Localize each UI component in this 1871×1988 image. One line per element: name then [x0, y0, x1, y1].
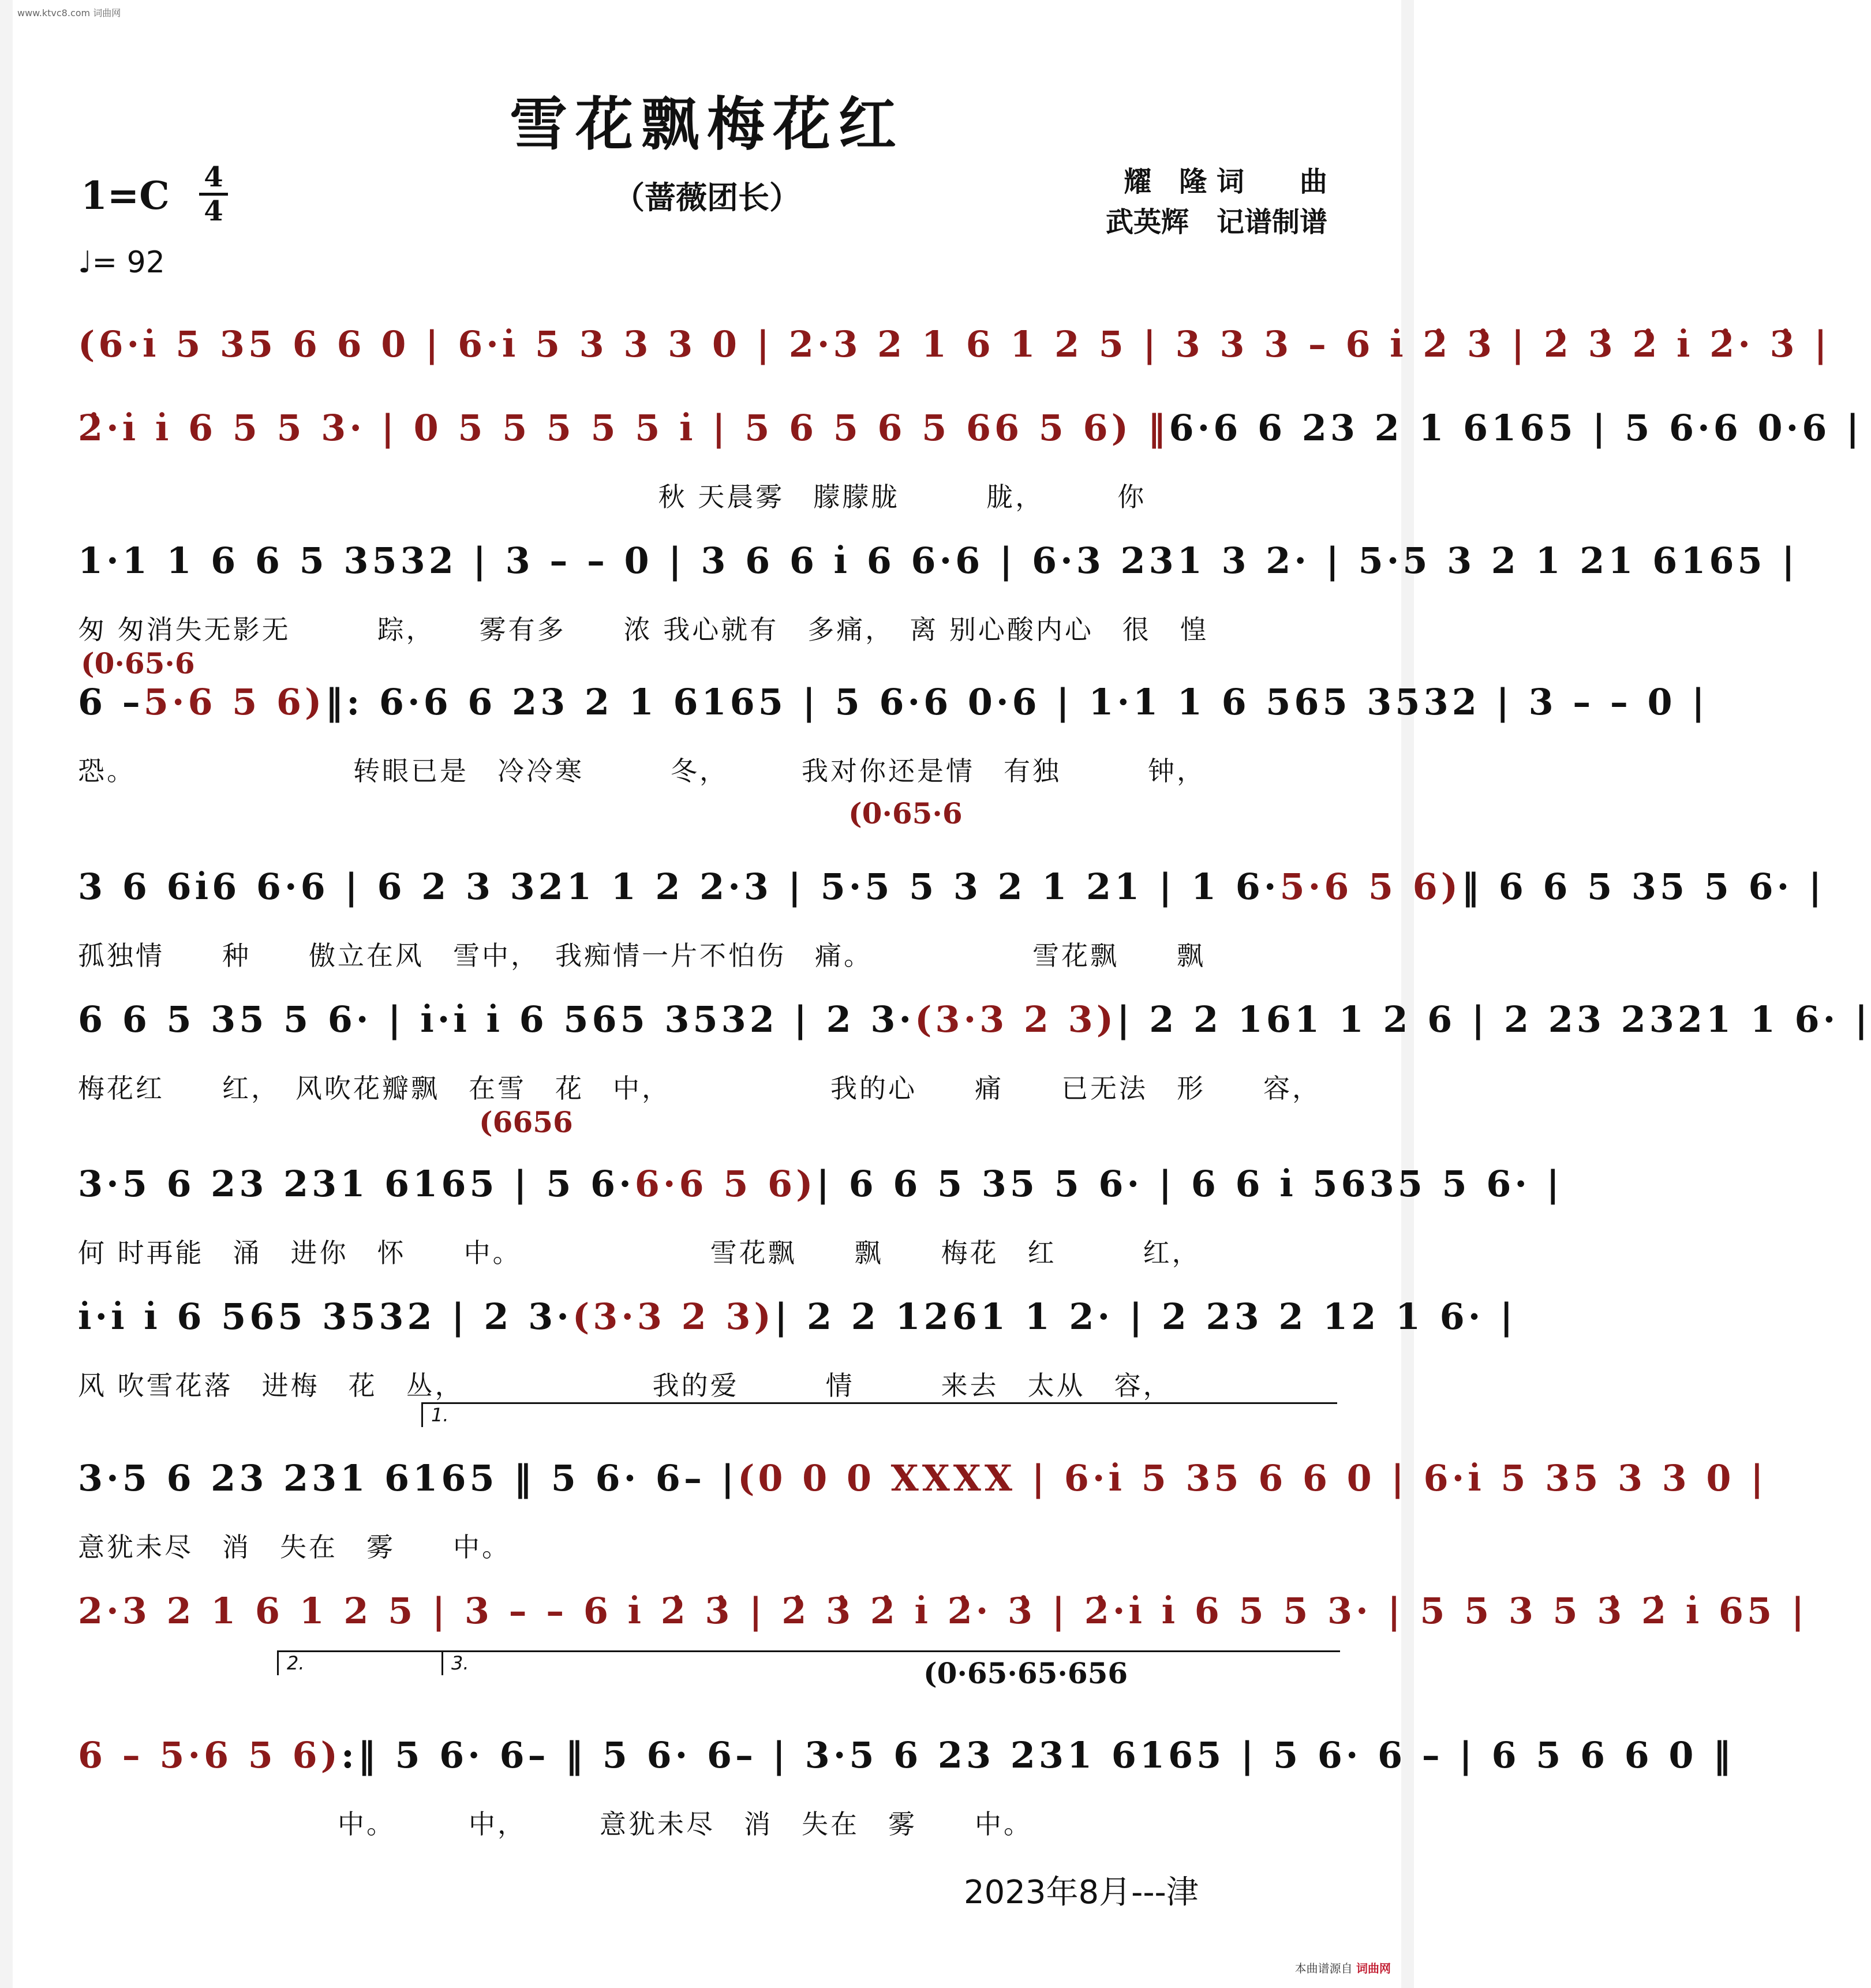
- date-signature: 2023年8月---津: [964, 1874, 1199, 1911]
- source-stamp-text: 本曲谱源自: [1294, 1961, 1353, 1975]
- staff-line-10: [78, 1590, 1808, 1632]
- site-header: www.ktvc8.com 词曲网: [17, 8, 121, 18]
- source-stamp: [1295, 1959, 1391, 1976]
- notes-segment: (6·i̇ 5 35 6 6 0 | 6·i̇ 5 3 3 3 0 | 2·3 2 1 6 1 2 5 | 3 3 3 – 6 i̇ 2̇ 3̇ | 2̇ 3̇ 2̇ i̇ 2̇· 3̇ |: [78, 323, 1831, 365]
- left-margin-strip: [0, 0, 13, 1988]
- grace-notes-3: (6656: [479, 1105, 573, 1139]
- lyric-line-4: 恐。 转眼已是 冷冷寒 冬， 我对你还是情 有独 钟，: [78, 755, 1206, 787]
- volta-2: 2.: [277, 1650, 443, 1675]
- notes-segment: (0 0 0 XXXX | 6·i̇ 5 35 6 6 0 | 6·i̇ 5 35 3 3 0 |: [738, 1457, 1767, 1499]
- grace-notes-1: (0·65·6: [81, 646, 195, 680]
- notes-segment: 6 6 5 35 5 6· | i̇·i̇ i̇ 6 565 3532 | 2 3·: [78, 998, 915, 1040]
- lyric-line-9: 意犹未尽 消 失在 雾 中。: [78, 1532, 511, 1563]
- notes-segment: | 6 6 5 35 5 6· | 6 6 i̇ 5635 5 6· |: [816, 1163, 1563, 1205]
- grace-notes-4: (0·65·65·656: [923, 1656, 1128, 1690]
- song-title: 雪花飘梅花红: [510, 90, 904, 158]
- credit-transcriber: 武英辉 记谱制谱: [1105, 206, 1327, 238]
- lyric-line-2: 秋 天晨雾 朦朦胧 胧， 你: [78, 481, 1147, 512]
- notes-segment: 6·6 5 6): [634, 1163, 817, 1205]
- meter-bottom: 4: [204, 195, 223, 227]
- staff-line-1: [78, 323, 1831, 365]
- right-margin-strip: [1401, 0, 1414, 1988]
- meter-top: 4: [204, 161, 223, 193]
- notes-segment: 5·6 5 6): [143, 681, 325, 723]
- lyric-line-3: 匆 匆消失无影无 踪， 雾有多 浓 我心就有 多痛， 离 别心酸内心 很 惶: [78, 614, 1209, 645]
- lyric-line-7: 何 时再能 涌 进你 怀 中。 雪花飘 飘 梅花 红 红，: [78, 1237, 1201, 1268]
- time-signature: [199, 163, 228, 226]
- notes-segment: 1·1 1 6 6 5 3532 | 3 – – 0 | 3 6 6 i̇ 6 6·6 | 6·3 231 3 2· | 5·5 3 2 1 21 6165 |: [78, 540, 1798, 582]
- lyric-line-5: 孤独情 种 傲立在风 雪中， 我痴情一片不怕伤 痛。 雪花飘 飘: [78, 940, 1206, 971]
- song-subtitle: （蔷薇团长）: [613, 179, 800, 216]
- notes-segment: 2̇·i̇ i̇ 6 5 5 3· | 0 5 5 5 5 5 i̇ | 5 6 5 6 5 66 5 6) ‖: [78, 407, 1169, 449]
- staff-line-11: [78, 1734, 1735, 1776]
- lyric-line-11: 中。 中， 意犹未尽 消 失在 雾 中。: [78, 1809, 1032, 1840]
- notes-segment: | 2 2 1261 1 2· | 2 23 2 12 1 6· |: [774, 1296, 1517, 1338]
- notes-segment: 6·6 6 23 2 1 6165 | 5 6·6 0·6 |: [1169, 407, 1863, 449]
- staff-line-9: [78, 1457, 1767, 1499]
- notes-segment: 6 – 5·6 5 6): [78, 1734, 341, 1776]
- staff-line-7: [78, 1163, 1563, 1205]
- staff-line-2: [78, 407, 1863, 449]
- lyric-line-6: 梅花红 红， 风吹花瓣飘 在雪 花 中， 我的心 痛 已无法 形 容，: [78, 1073, 1321, 1104]
- notes-segment: 3 6 6i̇6 6·6 | 6 2 3 321 1 2 2·3 | 5·5 5 3 2 1 21 | 1 6·: [78, 866, 1280, 908]
- staff-line-5: [78, 866, 1825, 908]
- notes-segment: 3·5 6 23 231 6165 ‖ 5 6· 6– |: [78, 1457, 738, 1499]
- staff-line-6: [78, 998, 1871, 1040]
- source-stamp-brand: 词曲网: [1356, 1961, 1391, 1975]
- key-signature: 1=C: [81, 173, 170, 218]
- notes-segment: (3·3 2 3): [915, 998, 1117, 1040]
- notes-segment: | 2 2 161 1 2 6 | 2 23 2321 1 6· |: [1117, 998, 1871, 1040]
- credits: [1106, 162, 1327, 242]
- tempo-mark: ♩= 92: [78, 245, 165, 280]
- notes-segment: 6 –: [78, 681, 144, 723]
- notes-segment: 2·3 2 1 6 1 2 5 | 3 – – 6 i̇ 2̇ 3̇ | 2̇ 3̇ 2̇ i̇ 2̇· 3̇ | 2̇·i̇ i̇ 6 5 5 3· | 5 5 3 5 3̇ 2̇ i̇ 65 |: [78, 1590, 1808, 1632]
- notes-segment: (3·3 2 3): [572, 1296, 774, 1338]
- staff-line-4: [78, 681, 1708, 723]
- staff-line-3: [78, 540, 1798, 582]
- notes-segment: ‖ 6 6 5 35 5 6· |: [1461, 866, 1825, 908]
- grace-notes-2: (0·65·6: [848, 796, 963, 830]
- volta-1: 1.: [421, 1402, 1337, 1427]
- volta-3: 3.: [441, 1650, 1340, 1675]
- notes-segment: 5·6 5 6): [1279, 866, 1462, 908]
- lyric-line-8: 风 吹雪花落 进梅 花 丛， 我的爱 情 来去 太从 容，: [78, 1370, 1172, 1401]
- notes-segment: :‖ 5 6· 6– ‖ 5 6· 6– | 3·5 6 23 231 6165 | 5 6· 6 – | 6 5 6 6 0 ‖: [340, 1734, 1735, 1776]
- notes-segment: i̇·i̇ i̇ 6 565 3532 | 2 3·: [78, 1296, 572, 1338]
- staff-line-8: [78, 1296, 1517, 1338]
- credit-lyrics-music: 耀 隆 词 曲: [1124, 166, 1327, 198]
- notes-segment: ‖: 6·6 6 23 2 1 6165 | 5 6·6 0·6 | 1·1 1 6 565 3532 | 3 – – 0 |: [325, 681, 1708, 723]
- notes-segment: 3·5 6 23 231 6165 | 5 6·: [78, 1163, 635, 1205]
